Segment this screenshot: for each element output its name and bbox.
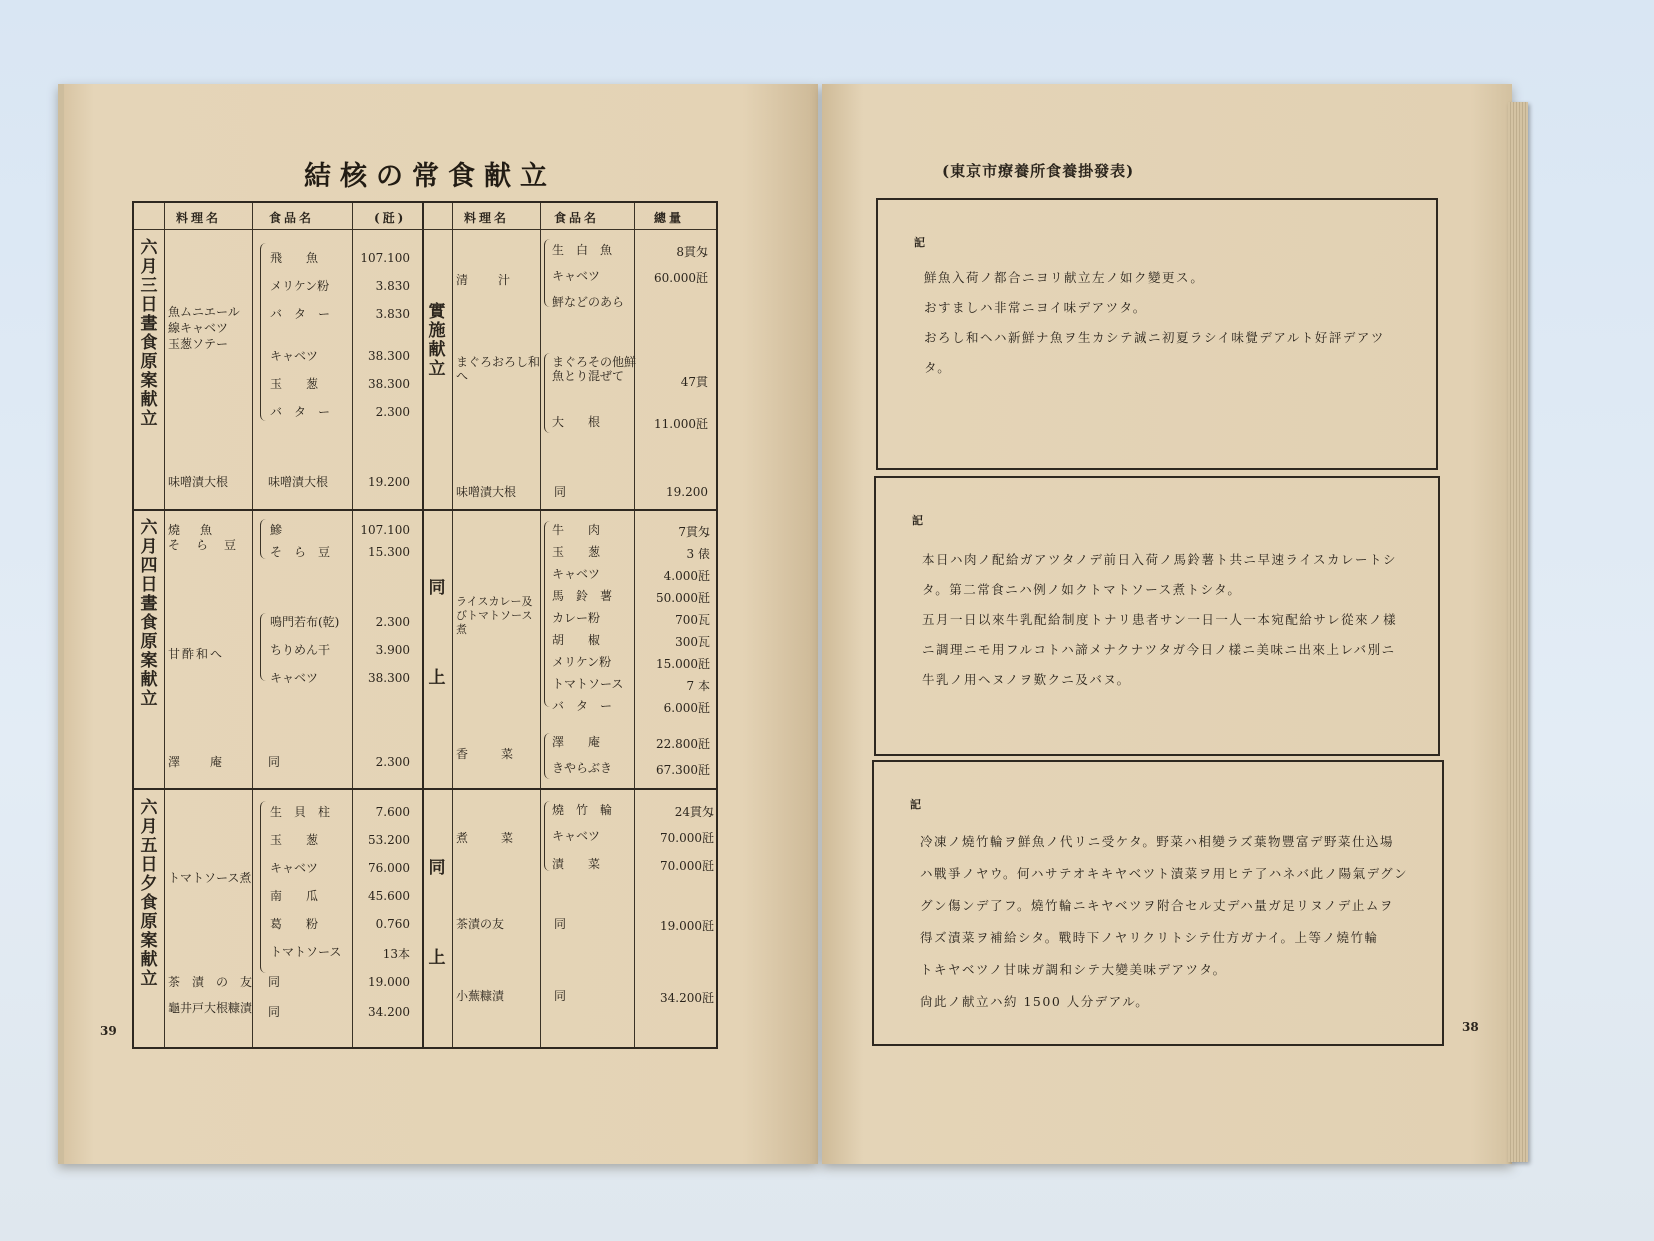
day2-dish-b1: ライスカレー及びトマトソース煮 (456, 595, 533, 636)
header-unit: (瓩) (374, 211, 407, 225)
day2-mid-label: 同上 (428, 578, 446, 688)
note-1-line: タ。 (924, 360, 952, 375)
note-3-line: 尙此ノ献立ハ約 1500 人分デアル。 (920, 994, 1150, 1009)
day2-food-a1-1: 鰺 (270, 523, 283, 537)
day2-dish-a2: 甘酢和へ (168, 647, 225, 661)
day1-food-b2-2: 大 根 (552, 415, 601, 429)
day3-qty-b2: 19.000瓩 (660, 919, 714, 933)
day1-dish-a1: 魚ムニエール (168, 305, 240, 319)
day3-dish-a2: 茶 漬 の 友 (168, 975, 253, 989)
page-number-left: 39 (100, 1024, 117, 1038)
day2-qty-b1-2: 3 俵 (686, 547, 710, 561)
day2-qty-a3: 2.300 (375, 755, 410, 769)
day3-food-b1-3: 漬 菜 (552, 857, 601, 871)
header-dish: 料理名 (176, 211, 222, 225)
day2-food-b1-1: 牛 肉 (552, 523, 601, 537)
note-3-line: ハ戰爭ノヤウ。何ハサテオキキヤベツト漬菜ヲ用ヒテ了ハネバ此ノ陽氣デグン (920, 866, 1409, 881)
day2-food-a2-3: キャベツ (270, 671, 319, 685)
day3-qty-a1-4: 45.600 (368, 889, 410, 903)
day3-food-a1-1: 生 貝 柱 (270, 805, 331, 819)
day3-qty-a1-3: 76.000 (368, 861, 410, 875)
day2-food-a2-1: 鳴門若布(乾) (270, 615, 340, 629)
day3-qty-b3: 34.200瓩 (660, 991, 714, 1005)
header-dish-2: 料理名 (464, 211, 510, 225)
day2-food-b1-3: キャベツ (552, 567, 601, 581)
day3-mid-label: 同上 (428, 858, 446, 968)
day3-food-a3: 同 (268, 1005, 281, 1019)
day1-dish-a3: 玉葱ソテー (168, 337, 229, 351)
day3-qty-a1-6: 13本 (382, 947, 410, 961)
day1-qty-a6: 2.300 (375, 405, 410, 419)
day3-qty-a3: 34.200 (368, 1005, 410, 1019)
day2-qty-b1-8: 7 本 (686, 679, 710, 693)
day2-food-b1-8: トマトソース (552, 677, 624, 691)
note-3-line: 得ズ漬菜ヲ補給シタ。戰時下ノヤリクリトシテ仕方ガナイ。上等ノ燒竹輪 (920, 930, 1379, 945)
day1-qty-b2-1: 47貫 (680, 375, 708, 389)
day3-food-b1-1: 燒 竹 輪 (552, 803, 613, 817)
note-2-line: 五月一日以來牛乳配給制度トナリ患者サン一日一人一本宛配給サレ從來ノ樣 (922, 612, 1398, 627)
day2-dish-a1b: そ ら 豆 (168, 538, 239, 552)
day2-food-b1-9: バ タ ー (552, 699, 613, 713)
note-3-line: 冷凍ノ燒竹輪ヲ鮮魚ノ代リニ受ケタ。野菜ハ相變ラズ葉物豐富デ野菜仕込場 (920, 834, 1395, 849)
day1-dish-b2: まぐろおろし和へ (456, 355, 541, 383)
day3-dish-b3: 小蕪糠漬 (456, 989, 505, 1003)
note-2-line: タ。第二常食ニハ例ノ如クトマトソース煮トシタ。 (922, 582, 1242, 597)
day3-dish-b2: 茶漬の友 (456, 917, 505, 931)
day2-qty-b1-5: 700瓦 (675, 613, 710, 627)
note-3-line: グン傷ンデ了フ。燒竹輪ニキヤベツヲ附合セル丈デハ量ガ足リヌノデ止ムヲ (920, 898, 1394, 913)
day1-qty-b1-1: 8貫匁 (676, 245, 708, 259)
day3-food-a1-2: 玉 葱 (270, 833, 319, 847)
right-page (822, 84, 1512, 1164)
day1-dish-a2: 線キャベツ (168, 321, 229, 335)
day1-food-b3: 同 (554, 485, 567, 499)
day2-food-a3: 同 (268, 755, 281, 769)
day1-qty-a3: 3.830 (375, 307, 410, 321)
open-book (58, 84, 1558, 1174)
day2-dish-a1: 燒 魚 (168, 523, 217, 537)
day3-label: 六月五日 夕食原案献立 (140, 798, 158, 989)
day2-food-b2-1: 澤 庵 (552, 735, 601, 749)
day1-qty-a4: 38.300 (368, 349, 410, 363)
day1-qty-a2: 3.830 (375, 279, 410, 293)
day1-qty-b1-2: 60.000瓩 (654, 271, 708, 285)
day2-qty-a1-1: 107.100 (360, 523, 410, 537)
page-number-right: 38 (1462, 1020, 1479, 1034)
day1-food-a6: バ タ ー (270, 405, 331, 419)
day2-food-b1-4: 馬 鈴 薯 (552, 589, 613, 603)
day2-qty-a1-2: 15.300 (368, 545, 410, 559)
day3-dish-b1: 煮 菜 (456, 831, 517, 845)
day1-label: 六月三日 晝食原案献立 (140, 238, 158, 429)
day1-food-a1: 飛 魚 (270, 251, 319, 265)
page-title: 結核の常食献立 (304, 161, 556, 192)
day3-food-b3: 同 (554, 989, 567, 1003)
day1-pickle-qty: 19.200 (368, 475, 410, 489)
note-2-line: 本日ハ肉ノ配給ガアツタノデ前日入荷ノ馬鈴薯ト共ニ早速ライスカレートシ (922, 552, 1398, 567)
note-box-2 (874, 476, 1440, 756)
day3-qty-a1-2: 53.200 (368, 833, 410, 847)
day2-food-b2-2: きやらぶき (552, 761, 613, 775)
day3-qty-b1-2: 70.000瓩 (660, 831, 714, 845)
day2-qty-b1-3: 4.000瓩 (663, 569, 710, 583)
day3-food-a2: 同 (268, 975, 281, 989)
left-page (58, 84, 818, 1164)
day1-food-b1-1: 生 白 魚 (552, 243, 613, 257)
day2-qty-b2-1: 22.800瓩 (656, 737, 710, 751)
note-1-line: おろし和ヘハ新鮮ナ魚ヲ生カシテ誠ニ初夏ラシイ味覺デアルト好評デアツ (924, 330, 1385, 345)
day2-qty-b1-6: 300瓦 (675, 635, 710, 649)
note-1-line: 鮮魚入荷ノ都合ニヨリ献立左ノ如ク變更ス。 (924, 270, 1205, 285)
day2-qty-a2-2: 3.900 (375, 643, 410, 657)
day1-food-a3: バ タ ー (270, 307, 331, 321)
day2-label: 六月四日 晝食原案献立 (140, 518, 158, 709)
note-box-3 (872, 760, 1444, 1046)
day1-food-b1-3: 鮃などのあら (552, 295, 625, 309)
day1-qty-b3: 19.200 (666, 485, 708, 499)
page-edges (1508, 102, 1528, 1162)
day2-food-b1-6: 胡 椒 (552, 633, 601, 647)
day2-qty-b1-7: 15.000瓩 (656, 657, 710, 671)
day2-qty-b1-9: 6.000瓩 (663, 701, 710, 715)
day2-qty-a2-1: 2.300 (375, 615, 410, 629)
day3-food-b2: 同 (554, 917, 567, 931)
menu-table (132, 201, 718, 1049)
day1-mid-label: 實施献立 (428, 302, 446, 379)
note-2-label: 記 (912, 514, 923, 527)
day2-food-b1-7: メリケン粉 (552, 655, 612, 669)
day3-food-a1-5: 葛 粉 (270, 917, 319, 931)
day3-qty-a1-1: 7.600 (375, 805, 410, 819)
note-box-1 (876, 198, 1438, 470)
day3-food-b1-2: キャベツ (552, 829, 601, 843)
note-1-line: おすましハ非常ニヨイ味デアツタ。 (924, 300, 1147, 315)
day1-food-b2-1: まぐろその他鮮魚とり混ぜて (552, 355, 637, 383)
day3-qty-a1-5: 0.760 (375, 917, 410, 931)
day2-food-a1-2: そ ら 豆 (270, 545, 331, 559)
day3-qty-a2: 19.000 (368, 975, 410, 989)
day1-food-a2: メリケン粉 (270, 279, 330, 293)
day3-dish-a1: トマトソース煮 (168, 871, 252, 885)
day3-food-a1-6: トマトソース (270, 945, 342, 959)
day2-dish-b2: 香 菜 (456, 747, 517, 761)
day3-qty-b1-3: 70.000瓩 (660, 859, 714, 873)
note-1-label: 記 (914, 236, 925, 249)
day3-dish-a3: 龜井戸大根糠漬 (168, 1001, 253, 1015)
day1-food-b1-2: キャベツ (552, 269, 601, 283)
day3-food-a1-4: 南 瓜 (270, 889, 319, 903)
note-2-line: ニ調理ニモ用フルコトハ諦メナクナツタガ今日ノ樣ニ美味ニ出來上レバ別ニ (922, 642, 1396, 657)
day2-food-a2-2: ちりめん干 (270, 643, 331, 657)
header-food: 食品名 (269, 211, 315, 225)
day2-food-b1-5: カレー粉 (552, 611, 601, 625)
day2-food-b1-2: 玉 葱 (552, 545, 601, 559)
day1-pickle-food: 味噌漬大根 (268, 475, 329, 489)
page-title-right: (東京市療養所食養掛發表) (942, 162, 1135, 180)
day1-qty-a1: 107.100 (360, 251, 410, 265)
header-total: 總量 (654, 211, 685, 225)
day2-qty-b1-4: 50.000瓩 (656, 591, 710, 605)
day1-food-a5: 玉 葱 (270, 377, 319, 391)
day1-qty-a5: 38.300 (368, 377, 410, 391)
day3-food-a1-3: キャベツ (270, 861, 319, 875)
day1-food-a4: キャベツ (270, 349, 319, 363)
day1-dish-b3: 味噌漬大根 (456, 485, 517, 499)
note-3-line: トキヤベツノ甘味ガ調和シテ大變美味デアツタ。 (920, 962, 1227, 977)
note-3-label: 記 (910, 798, 921, 811)
day3-qty-b1-1: 24貫匁 (674, 805, 714, 819)
day2-qty-b2-2: 67.300瓩 (656, 763, 710, 777)
day1-qty-b2-2: 11.000瓩 (654, 417, 708, 431)
header-food-2: 食品名 (554, 211, 600, 225)
day1-dish-b1: 清 汁 (456, 273, 513, 287)
day1-pickle-dish: 味噌漬大根 (168, 475, 229, 489)
note-2-line: 牛乳ノ用ヘヌノヲ歎クニ及バヌ。 (922, 672, 1131, 687)
day2-qty-a2-3: 38.300 (368, 671, 410, 685)
day2-dish-a3: 澤 庵 (168, 755, 225, 769)
day2-qty-b1-1: 7貫匁 (678, 525, 710, 539)
